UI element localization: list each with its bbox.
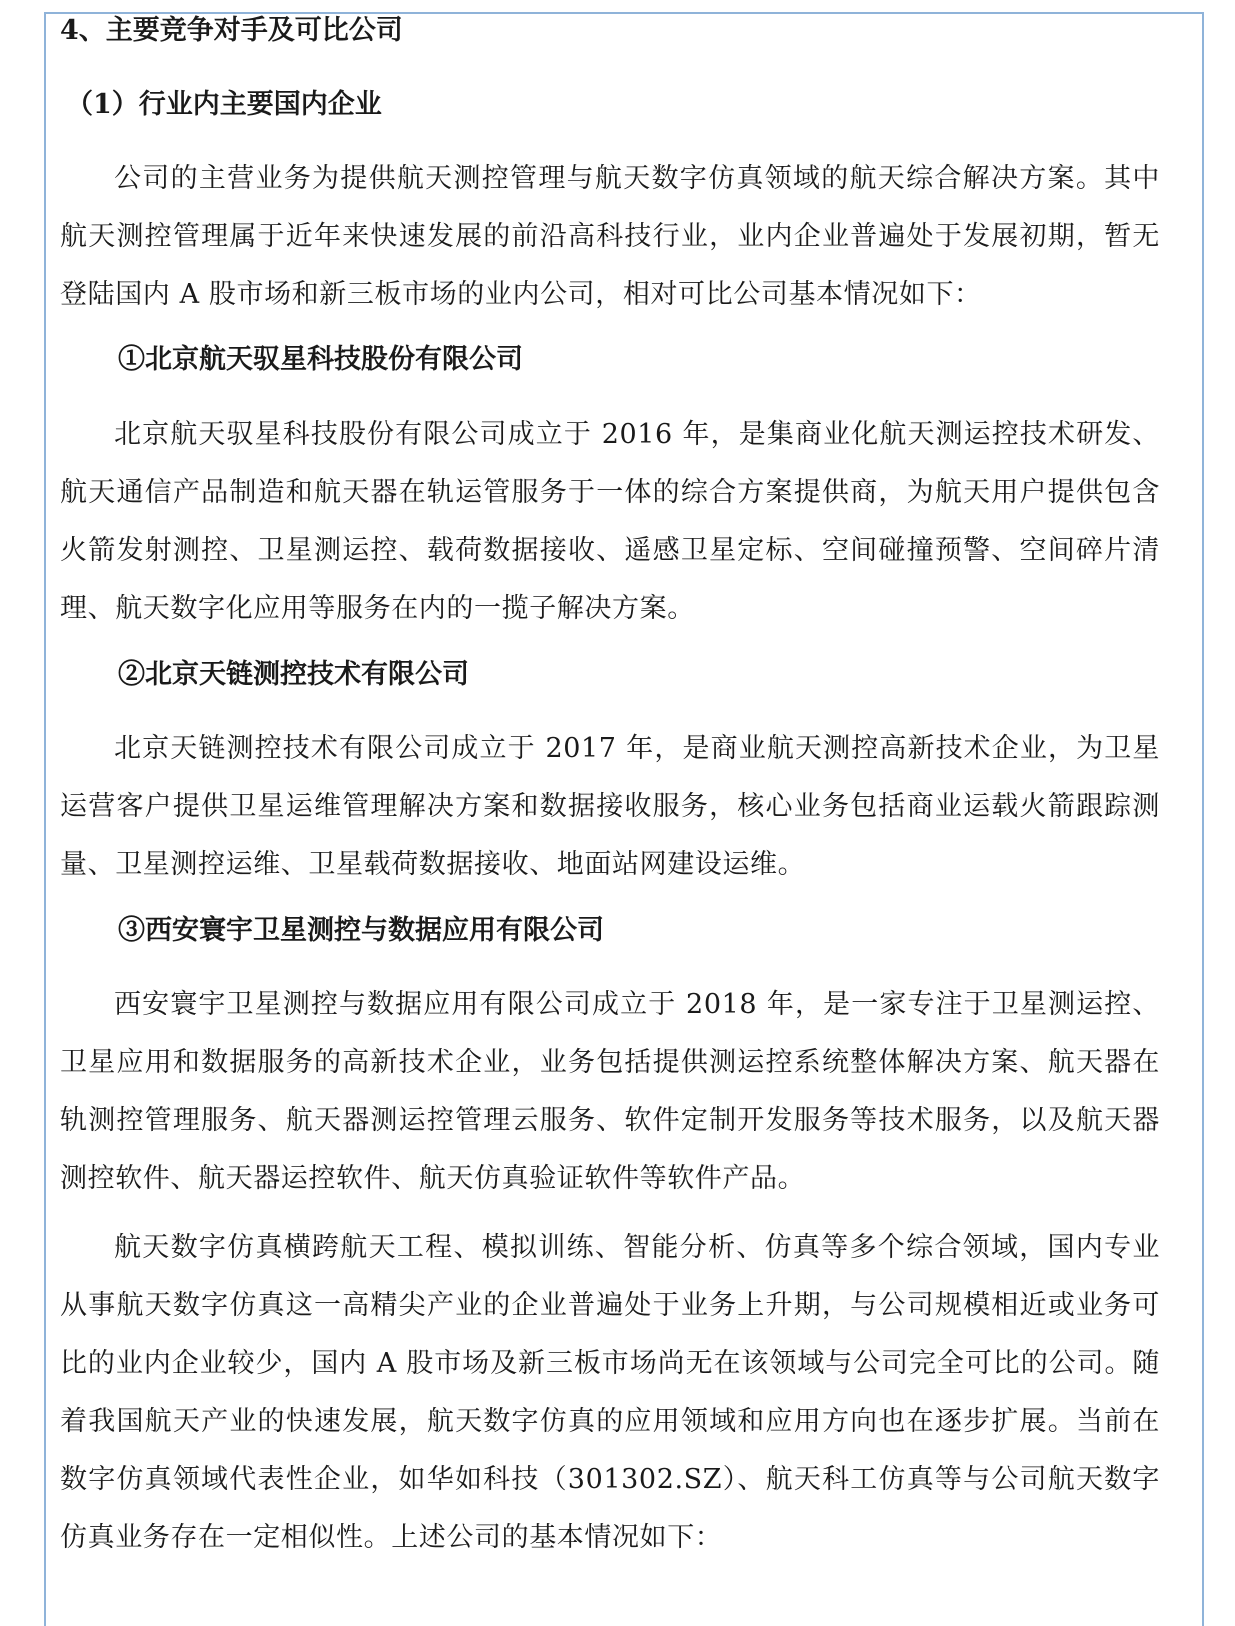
company-1-heading: ①北京航天驭星科技股份有限公司 (118, 344, 523, 375)
intro-paragraph: 公司的主营业务为提供航天测控管理与航天数字仿真领域的航天综合解决方案。其中航天测控管理属于近年来快速发展的前沿高科技行业，业内企业普遍处于发展初期，暂无登陆国内 A 股市场和新三板市场的业内公司，相对可比公司基本情况如下： (60, 163, 1160, 310)
section-heading: 4、主要竞争对手及可比公司 (60, 15, 403, 46)
company-2-paragraph: 北京天链测控技术有限公司成立于 2017 年，是商业航天测控高新技术企业，为卫星运营客户提供卫星运维管理解决方案和数据接收服务，核心业务包括商业运载火箭跟踪测量、卫星测控运维、卫星载荷数据接收、地面站网建设运维。 (60, 733, 1160, 880)
subsection-heading: （1）行业内主要国内企业 (66, 89, 382, 120)
company-3-heading: ③西安寰宇卫星测控与数据应用有限公司 (118, 915, 604, 946)
company-3-paragraph: 西安寰宇卫星测控与数据应用有限公司成立于 2018 年，是一家专注于卫星测运控、卫星应用和数据服务的高新技术企业，业务包括提供测运控系统整体解决方案、航天器在轨测控管理服务、航天器测运控管理云服务、软件定制开发服务等技术服务，以及航天器测控软件、航天器运控软件、航天仿真验证软件等软件产品。 (60, 989, 1160, 1194)
company-1-paragraph: 北京航天驭星科技股份有限公司成立于 2016 年，是集商业化航天测运控技术研发、航天通信产品制造和航天器在轨运管服务于一体的综合方案提供商，为航天用户提供包含火箭发射测控、卫星测运控、载荷数据接收、遥感卫星定标、空间碰撞预警、空间碎片清理、航天数字化应用等服务在内的一揽子解决方案。 (60, 419, 1160, 624)
company-2-heading: ②北京天链测控技术有限公司 (118, 659, 469, 690)
simulation-paragraph: 航天数字仿真横跨航天工程、模拟训练、智能分析、仿真等多个综合领域，国内专业从事航天数字仿真这一高精尖产业的企业普遍处于业务上升期，与公司规模相近或业务可比的业内企业较少，国内 A 股市场及新三板市场尚无在该领域与公司完全可比的公司。随着我国航天产业的快速发展，航天数字仿真的应用领域和应用方向也在逐步扩展。当前在数字仿真领域代表性企业，如华如科技（301302.SZ）、航天科工仿真等与公司航天数字仿真业务存在一定相似性。上述公司的基本情况如下： (60, 1232, 1160, 1553)
